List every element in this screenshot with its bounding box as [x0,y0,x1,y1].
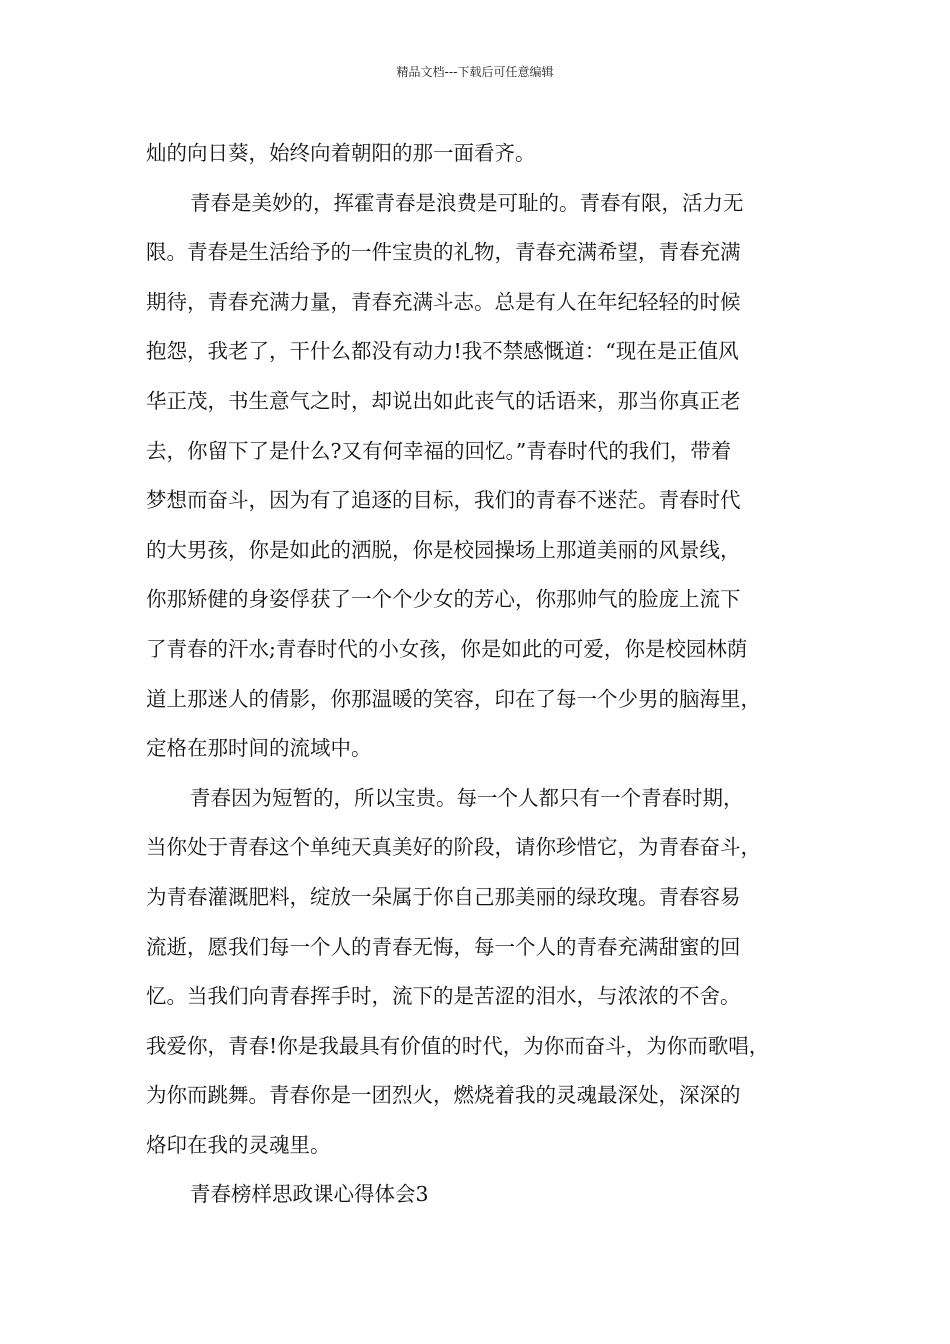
text-line: 青春因为短暂的，所以宝贵。每一个人都只有一个青春时期， [190,785,744,810]
text-line: 烙印在我的灵魂里。 [146,1132,331,1157]
text-line: 了青春的汗水;青春时代的小女孩，你是如此的可爱，你是校园林荫 [146,636,748,661]
text-line: 道上那迷人的倩影，你那温暖的笑容，印在了每一个少男的脑海里， [146,686,761,711]
text-line: 忆。当我们向青春挥手时，流下的是苦涩的泪水，与浓浓的不舍。 [146,984,741,1009]
text-line: 抱怨，我老了，干什么都没有动力!我不禁感慨道：“现在是正值风 [146,339,739,364]
text-line: 青春是美妙的，挥霍青春是浪费是可耻的。青春有限，活力无 [190,190,744,215]
text-line: 为青春灌溉肥料，绽放一朵属于你自己那美丽的绿玫瑰。青春容易 [146,884,741,909]
text-line: 我爱你，青春!你是我最具有价值的时代，为你而奋斗，为你而歌唱， [146,1033,770,1058]
text-line: 流逝，愿我们每一个人的青春无悔，每一个人的青春充满甜蜜的回 [146,934,741,959]
text-line: 梦想而奋斗，因为有了追逐的目标，我们的青春不迷茫。青春时代 [146,488,741,513]
page-header: 精品文档---下载后可任意编辑 [396,65,554,79]
text-line: 定格在那时间的流域中。 [146,736,372,761]
text-line: 为你而跳舞。青春你是一团烈火，燃烧着我的灵魂最深处，深深的 [146,1083,741,1108]
text-line: 灿的向日葵，始终向着朝阳的那一面看齐。 [146,141,536,165]
text-line: 当你处于青春这个单纯天真美好的阶段，请你珍惜它，为青春奋斗， [146,835,761,860]
text-line: 限。青春是生活给予的一件宝贵的礼物，青春充满希望，青春充满 [146,240,741,265]
text-line: 的大男孩，你是如此的洒脱，你是校园操场上那道美丽的风景线， [146,537,741,562]
text-line: 期待，青春充满力量，青春充满斗志。总是有人在年纪轻轻的时候 [146,289,741,314]
section-heading: 青春榜样思政课心得体会3 [190,1182,429,1207]
text-line: 华正茂，书生意气之时，却说出如此丧气的话语来，那当你真正老 [146,388,741,413]
document-body [146,129,826,1220]
text-line: 去，你留下了是什么?又有何幸福的回忆。”青春时代的我们，带着 [146,438,732,463]
text-line: 你那矫健的身姿俘获了一个个少女的芳心，你那帅气的脸庞上流下 [146,587,741,612]
